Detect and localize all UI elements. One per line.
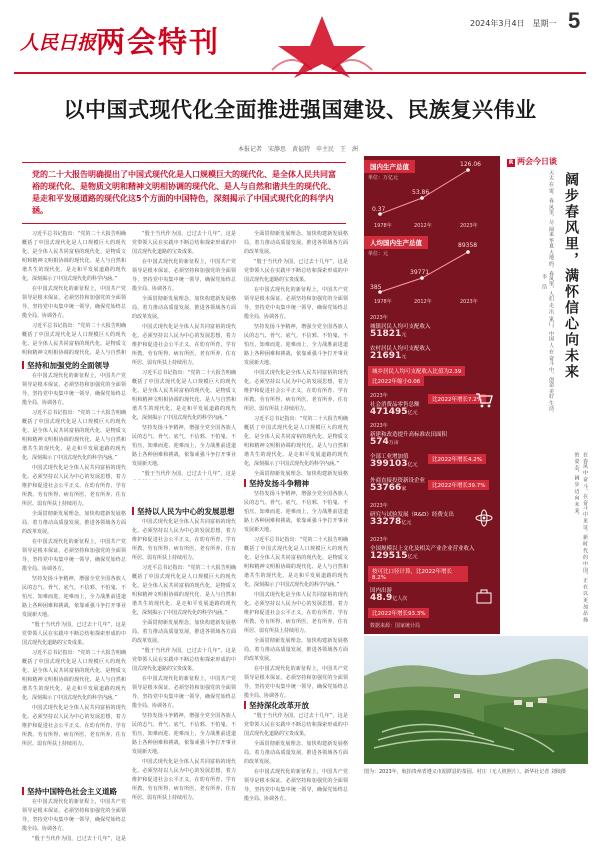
stat-year: 2023年 — [370, 537, 388, 543]
stat-year: 2023年 — [370, 503, 388, 509]
paragraph: 在中国式现代化的新征程上，中国共产党领导是根本保证。必须坚持和加强党的全面领导，坚持党中央集中统一领导，确保党始终总揽全局、协调各方。 — [244, 666, 348, 699]
stat-label: 农村居民人均可支配收入 — [370, 346, 431, 352]
article-column-2b — [132, 518, 236, 844]
paragraph: 在中国式现代化的新征程上，中国共产党领导是根本保证。必须坚持和加强党的全面领导，坚持党中央集中统一领导，确保党始终总揽全局、协调各方。 — [244, 287, 348, 320]
commentary-body-continued: 在 春风 中 奋 斗，在 奋斗 中 见 证。新 时 代 的 中 国，正 在 以 更 加 昂 扬 的 姿 态，阔 步 迈 向 未 来。 — [573, 452, 588, 623]
paragraph: 全面贯彻新发展理念，加快构建新发展格局，着力推动高质量发展，推进各领域各方面的改革发展。 — [244, 638, 348, 662]
article-headline: 以中国式现代化全面推进强国建设、民族复兴伟业 — [63, 98, 537, 122]
paragraph: 中国式现代化是全体人民共同富裕的现代化。必须坚持以人民为中心的发展思想，着力维护和促进社会公平正义，在幼有所育、学有所教、劳有所得、病有所医、老有所养、住有所居、弱有所扶上持续用力。 — [22, 465, 126, 507]
article-column-2a — [132, 230, 236, 480]
paragraph: 在中国式现代化的新征程上，中国共产党领导是根本保证。必须坚持和加强党的全面领导，坚持党中央集中统一领导，确保党始终总揽全局、协调各方。 — [22, 286, 126, 319]
stat-value: 129515亿元 — [370, 551, 418, 561]
byline: 本报记者 宋静思 黄福特 申主民 王 洲 — [238, 146, 359, 153]
stat-badge: 比2022年增长93.3% — [368, 608, 429, 618]
newspaper-logo: 人民日报 — [20, 32, 97, 54]
stat-label: 研究与试验发展（R&D）经费支出 — [370, 512, 454, 518]
commentary-heading: 阔步春风里，满怀信心向未来 — [563, 172, 579, 380]
stat-label: 外商直接投资新设企业 — [370, 478, 426, 484]
article-column-3b — [244, 490, 348, 700]
article-column-1b — [22, 372, 126, 782]
paragraph: 坚持发扬斗争精神，增强全党全国各族人民的志气、骨气、底气，不信邪、不怕鬼、不怕压，知难而进、迎难而上，全力战胜前进道路上各种困难和挑战，依靠顽强斗争打开事业发展新天地。 — [244, 491, 348, 533]
stat-value: 21691元 — [370, 351, 407, 361]
paragraph: 在中国式现代化的新征程上，中国共产党领导是根本保证。必须坚持和加强党的全面领导，坚持党中央集中统一领导，确保党始终总揽全局、协调各方。 — [132, 259, 236, 292]
section-heading: 坚持和加强党的全面领导 — [22, 360, 110, 371]
stat-label: 社会消费品零售总额 — [370, 402, 420, 408]
stat-badge: 按可比口径计算，比2022年增长8.2% — [368, 566, 468, 582]
gdp-title: 国内生产总值 — [364, 160, 415, 173]
paragraph: 中国式现代化是全体人民共同富裕的现代化。必须坚持以人民为中心的发展思想，着力维护和促进社会公平正义，在幼有所育、学有所教、劳有所得、病有所医、老有所养、住有所居、弱有所扶上持续用力。 — [132, 759, 236, 801]
gdp-value-1978: 0.37 — [372, 206, 386, 213]
gdp-value-2012: 53.86 — [412, 189, 430, 196]
per-capita-value-2012: 39771 — [410, 269, 430, 276]
stat-badge: 比2022年增长7.2% — [428, 394, 486, 404]
article-column-3a — [244, 230, 348, 476]
commentary-title: R 两会今日谈 — [508, 157, 557, 166]
paragraph: 习近平总书记指出：“党的二十大报告明确概括了中国式现代化是人口规模巨大的现代化、是全体人民共同富裕的现代化、是物质文明和精神文明相协调的现代化、是人与自然和谐共生的现代化、是走和平发展道路的现代化，深刻揭示了中国式现代化的科学内涵。” — [244, 537, 348, 588]
lead-paragraph: 党的二十大报告明确提出了中国式现代化是人口规模巨大的现代化、是全体人民共同富裕的现代化、是物质文明和精神文明相协调的现代化、是人与自然和谐共生的现代化、是走和平发展道路的现代化这5个方面的中国特色，深刻揭示了中国式现代化的科学内涵。 — [22, 162, 346, 224]
commentary-author: 李 浩 — [541, 274, 547, 289]
paragraph: 全面贯彻新发展理念，加快构建新发展格局，着力推动高质量发展，推进各领域各方面的改革发展。 — [244, 231, 348, 255]
per-capita-year-2023: 2023年 — [460, 299, 478, 305]
article-column-3c — [244, 712, 348, 844]
gdp-year-1978: 1978年 — [374, 223, 392, 229]
paragraph: 在中国式现代化的新征程上，中国共产党领导是根本保证。必须坚持和加强党的全面领导，坚持党中央集中统一领导，确保党始终总揽全局、协调各方。 — [132, 676, 236, 709]
paragraph: 习近平总书记指出：“党的二十大报告明确概括了中国式现代化是人口规模巨大的现代化、是全体人民共同富裕的现代化、是物质文明和精神文明相协调的现代化、是人与自然和 — [22, 323, 126, 356]
landscape-photo — [364, 636, 588, 764]
stat-label: 全部工业增加值 — [370, 454, 409, 460]
column-logo-icon: R — [508, 159, 514, 166]
suitcase-icon — [474, 586, 494, 606]
per-capita-gdp-title: 人均国内生产总值 — [364, 236, 428, 249]
stat-year: 2023年 — [370, 423, 388, 429]
paragraph: “殷于当代作为国，已过去十几年”，这是党带领人民在实践中不断总结和探索形成的中国式现代化道路的宝贵成果。 — [244, 713, 348, 737]
paragraph: 全面贯彻新发展理念，加快构建新发展格 — [254, 471, 348, 476]
paragraph: 全面贯彻新发展理念，加快构建新发展格局，着力推动高质量发展，推进各领域各方面的改革发展。 — [132, 620, 236, 644]
paragraph: 全面贯彻新发展理念，加快构建新发展格局，着力推动高质量发展，推进各领域各方面的改革发展。 — [22, 511, 126, 535]
masthead-divider — [14, 72, 586, 74]
paragraph: 习近平总书记指出：“党的二十大报告明确概括了中国式现代化是人口规模巨大的现代化、是全体人民共同富裕的现代化、是物质文明和精神文明相协调的现代化、是人与自然和谐共生的现代化、是走和平发展道路的现代化，深刻揭示了中国式现代化的科学内涵。” — [22, 410, 126, 461]
stat-value: 33278亿元 — [370, 517, 412, 527]
stat-value: 48.9亿人次 — [370, 593, 408, 603]
section-heading: 坚持深化改革开放 — [244, 700, 309, 711]
paragraph: 在中国式现代化的新征程上，中国共产党领导是根本保证。必须坚持和加强党的全面领导，坚持党中央集中统一领导，确保党始终总揽全局、协调各方。 — [22, 373, 126, 406]
stat-label: 城镇居民人均可支配收入 — [370, 324, 431, 330]
stat-value: 53766家 — [370, 483, 407, 493]
paragraph: 习近平总书记指出：“党的二十大报告明确概括了中国式现代化是人口规模巨大的现代化、是全体人民共同富裕的现代化、是物质文明和精神文明相协调的现代化、是人与自然和谐共生的现代化、是走和平发展道路的现代化，深刻揭示了中国式现代化的科学内涵。” — [22, 231, 126, 282]
gdp-value-2023: 126.06 — [460, 161, 481, 168]
paragraph: 坚持发扬斗争精神，增强全党全国各族人民的志气、骨气、底气，不信邪、不怕鬼、不怕压，知难而进、迎难而上，全力战胜前进道路上各种困难和挑战，依靠顽强斗争打开事业发展新天地。 — [132, 425, 236, 467]
stat-label: 国内出游 — [370, 588, 393, 594]
paragraph: “殷于当代作为国，已过去十几年”，这是党带领人民在实践中不断总结和探索形成的中国式现代化道路的宝贵成果。 — [132, 648, 236, 672]
atom-icon — [474, 508, 494, 528]
paragraph: 中国式现代化是全体人民共同富裕的现代化。必须坚持以人民为中心的发展思想，着力维护和促进社会公平正义，在幼有所育、学有所教、劳有所得、病有所医、老有所养、住有所居、弱有所扶上持续用力。 — [22, 705, 126, 747]
per-capita-year-1978: 1978年 — [374, 299, 392, 305]
special-edition-title: 两会特刊 — [96, 25, 221, 59]
gdp-unit: 单位：万亿元 — [368, 175, 399, 181]
stat-value: 399103亿元 — [370, 459, 418, 469]
paragraph: 习近平总书记指出：“党的二十大报告明确概括了中国式现代化是人口规模巨大的现代化、是全体人民共同富裕的现代化、是物质文明和精神文明相协调的现代化、是人与自然和谐共生的现代化、是走和平发展道路的现代化，深刻揭示了中国式现代化的科学内涵。” — [244, 416, 348, 467]
paragraph: “殷于当代作为国，已过去十几年”，这是 — [142, 471, 236, 477]
paragraph: 在中国式现代化的新征程上，中国共产党领导是根本保证。必须坚持和加强党的全面领导，坚持党中央集中统一领导，确保党始终总揽全局、协调各方。 — [22, 539, 126, 572]
statistics-infographic — [364, 156, 500, 634]
page-number: 5 — [568, 8, 581, 33]
stat-label: 全国规模以上文化及相关产业企业营业收入 — [370, 546, 475, 552]
paragraph: “殷于当代作为国，已过去十几年”，这是 — [32, 836, 126, 842]
stat-value: 471495亿元 — [370, 407, 418, 417]
paragraph: 习近平总书记指出：“党的二十大报告明确概括了中国式现代化是人口规模巨大的现代化、是全体人民共同富裕的现代化、是物质文明和精神文明相协调的现代化、是人与自然和谐共生的现代化、是走和平发展道路的现代化，深刻揭示了中国式现代化的科学内涵。” — [132, 565, 236, 616]
per-capita-gdp-unit: 单位：元 — [368, 251, 389, 257]
commentary-column — [507, 156, 589, 632]
article-column-1c — [22, 798, 126, 844]
stat-year: 2023年 — [370, 315, 388, 321]
shopping-cart-icon — [474, 390, 494, 410]
issue-date: 2024年3月4日 星期一 — [470, 19, 557, 28]
stat-value: 51821元 — [370, 329, 407, 339]
paragraph: 全面贯彻新发展理念，加快构建新发展格局，着力推动高质量发展，推进各领域各方面的改革发展。 — [244, 741, 348, 765]
tea-garden-aerial-image — [364, 636, 588, 764]
paragraph: 坚持发扬斗争精神，增强全党全国各族人民的志气、骨气、底气，不信邪、不怕鬼、不怕压，知难而进、迎难而上，全力战胜前进道路上各种困难和挑战，依靠顽强斗争打开事业发展新天地。 — [22, 576, 126, 618]
paragraph: 习近平总书记指出：“党的二十大报告明确概括了中国式现代化是人口规模巨大的现代化、是全体人民共同富裕的现代化、是物质文明和精神文明相协调的现代化、是人与自然和谐共生的现代化、是走和平发展道路的现代化，深刻揭示了中国式现代化的科学内涵。” — [132, 370, 236, 421]
photo-caption: 图为：2023年，航拍贵州省遵义市湄潭县的茶园、村庄（无人机照片）。新华社记者 刘续摄 — [364, 769, 566, 775]
masthead — [0, 0, 600, 85]
data-source: 数据来源：国家统计局 — [370, 623, 421, 629]
paragraph: 中国式现代化是全体人民共同富裕的现代化。必须坚持以人民为中心的发展思想，着力维护和促进社会公平正义，在幼有所育、学有所教、劳有所得、病有所医、老有所养、住有所居、弱有所扶上持续用力。 — [244, 592, 348, 634]
per-capita-value-1978: 385 — [370, 284, 382, 291]
gdp-year-2012: 2012年 — [414, 223, 432, 229]
stat-badge: 比2022年增长39.7% — [428, 480, 489, 490]
paragraph: “殷于当代作为国，已过去十几年”，这是党带领人民在实践中不断总结和探索形成的中国式现代化道路的宝贵成果。 — [132, 231, 236, 255]
stat-label: 新建和改造提升高标准农田面积 — [370, 432, 448, 438]
stat-year: 2023年 — [370, 393, 388, 399]
paragraph: 中国式现代化是全体人民共同富裕的现代化。必须坚持以人民为中心的发展思想，着力维护和促进社会公平正义，在幼有所育、学有所教、劳有所得、病有所医、老有所养、住有所居、弱有所扶上持续用力。 — [244, 370, 348, 412]
stat-badge: 比2022年增长4.2% — [428, 454, 486, 464]
paragraph: 坚持发扬斗争精神，增强全党全国各族人民的志气、骨气、底气，不信邪、不怕鬼、不怕压，知难而进、迎难而上，全力战胜前进道路上各种困难和挑战，依靠顽强斗争打开事业发展新天地。 — [132, 713, 236, 755]
paragraph: 坚持发扬斗争精神，增强全党全国各族人民的志气、骨气、底气，不信邪、不怕鬼、不怕压，知难而进、迎难而上，全力战胜前进道路上各种困难和挑战，依靠顽强斗争打开事业发展新天地。 — [244, 324, 348, 366]
section-heading: 坚持以人民为中心的发展思想 — [132, 506, 235, 517]
paragraph: 习近平总书记指出：“党的二十大报告明确概括了中国式现代化是人口规模巨大的现代化、是全体人民共同富裕的现代化、是物质文明和精神文明相协调的现代化、是人与自然和谐共生的现代化、是走和平发展道路的现代化，深刻揭示了中国式现代化的科学内涵。” — [22, 650, 126, 701]
gdp-year-2023: 2023年 — [460, 223, 478, 229]
per-capita-year-2012: 2012年 — [414, 299, 432, 305]
emblem-star-icon — [262, 10, 382, 78]
stat-badge: 比2022年缩小0.06 — [368, 376, 424, 386]
stat-badge: 城乡居民人均可支配收入比值为2.39 — [368, 366, 465, 376]
paragraph: 在中国式现代化的新征程上，中国共产党领导是根本保证。必须坚持和加强党的全面领导，坚持党中央集中统一领导，确保党始终总揽全局、协调各方。 — [244, 769, 348, 802]
paragraph: 全面贯彻新发展理念，加快构建新发展格局，着力推动高质量发展，推进各领域各方面的改革发展。 — [132, 296, 236, 320]
stat-value: 574万亩 — [370, 437, 399, 447]
paragraph: 中国式现代化是全体人民共同富裕的现代化。必须坚持以人民为中心的发展思想，着力维护和促进社会公平正义，在幼有所育、学有所教、劳有所得、病有所医、老有所养、住有所居、弱有所扶上持续用力。 — [132, 519, 236, 561]
paragraph: “殷于当代作为国，已过去十几年”，这是党带领人民在实践中不断总结和探索形成的中国式现代化道路的宝贵成果。 — [244, 259, 348, 283]
paragraph: 中国式现代化是全体人民共同富裕的现代化。必须坚持以人民为中心的发展思想，着力维护和促进社会公平正义，在幼有所育、学有所教、劳有所得、病有所医、老有所养、住有所居、弱有所扶上持续用力。 — [132, 324, 236, 366]
paragraph: “殷于当代作为国，已过去十几年”，这是党带领人民在实践中不断总结和探索形成的中国式现代化道路的宝贵成果。 — [22, 622, 126, 646]
paragraph: 在中国式现代化的新征程上，中国共产党领导是根本保证。必须坚持和加强党的全面领导，坚持党中央集中统一领导，确保党始终总揽全局、协调各方。 — [22, 799, 126, 832]
per-capita-value-2023: 89358 — [458, 242, 478, 249]
article-column-1a — [22, 230, 126, 358]
section-heading: 坚持中国特色社会主义道路 — [22, 786, 117, 797]
commentary-body: 天太 在 雷、春 风里，尽 阔来 华夏 大地 的。春风里，人们 走 出 家门，中国 人 在 奋斗 中，创造 美好 生活。 — [548, 170, 554, 416]
section-heading: 坚持发扬斗争精神 — [244, 478, 309, 489]
